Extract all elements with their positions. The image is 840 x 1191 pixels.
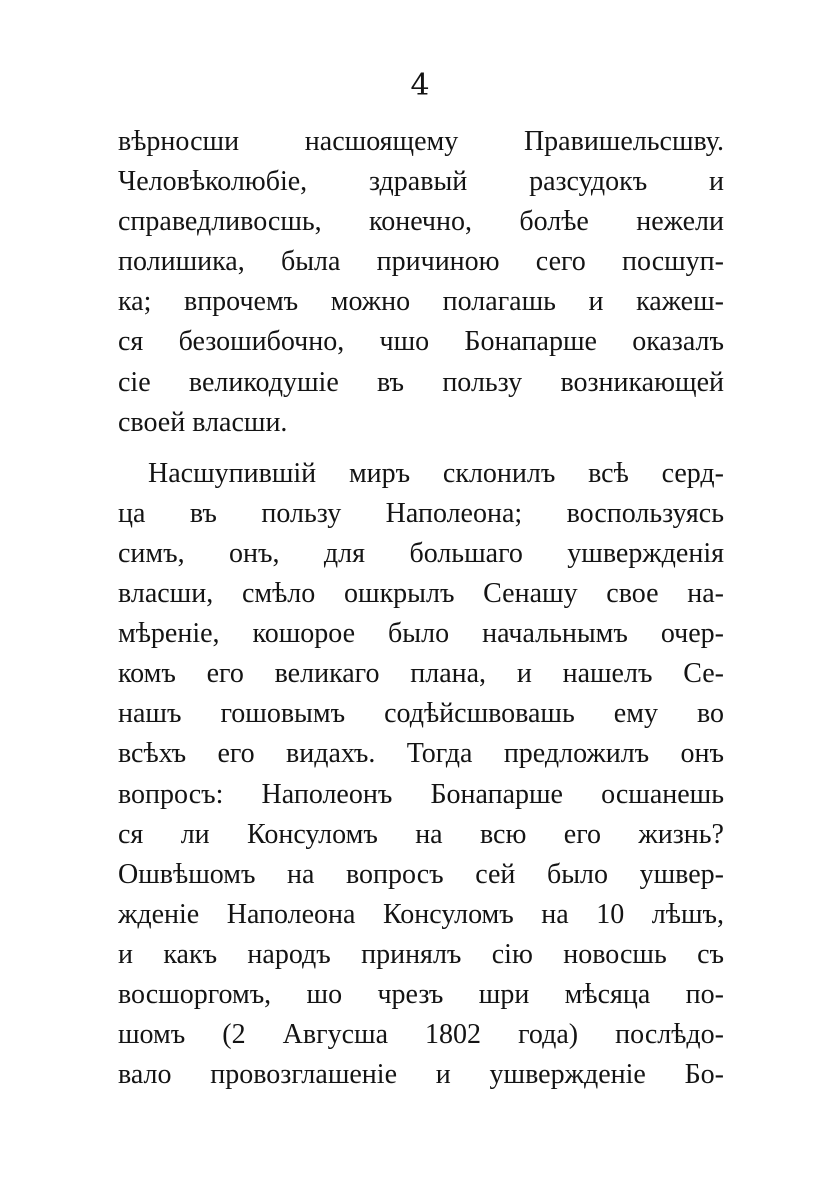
text-line: вопросъ: Наполеонъ Бонапарше осшанешь: [118, 778, 724, 810]
paragraph-1: [118, 122, 724, 443]
text-line: сіе великодушіе въ пользу возникающей: [118, 366, 724, 398]
text-line: восшоргомъ, шо чрезъ шри мѣсяца по-: [118, 978, 724, 1010]
text-line: мѣреніе, кошорое было начальнымъ очер-: [118, 618, 724, 650]
text-line: жденіе Наполеона Консуломъ на 10 лѣшъ,: [118, 898, 724, 930]
text-line: Насшупившій миръ склонилъ всѣ серд-: [148, 457, 724, 489]
text-line: ца въ пользу Наполеона; воспользуясь: [118, 497, 724, 529]
page-number: 4: [410, 68, 430, 103]
text-line: и какъ народъ принялъ сію новосшь съ: [118, 938, 724, 970]
text-line: ка; впрочемъ можно полагашь и кажеш-: [118, 286, 724, 318]
text-line: шомъ (2 Авгусша 1802 года) послѣдо-: [118, 1019, 724, 1051]
text-line: своей власши.: [118, 406, 288, 438]
text-line: нашъ гошовымъ содѣйсшвовашь ему во: [118, 698, 724, 730]
text-line: вало провозглашеніе и ушвержденіе Бо-: [118, 1059, 724, 1091]
body-text: [118, 122, 724, 1095]
text-line: вѣрносши насшоящему Правишельсшву.: [118, 126, 724, 157]
text-line: Человѣколюбіе, здравый разсудокъ и: [118, 166, 724, 198]
text-line: симъ, онъ, для большаго ушвержденія: [118, 537, 724, 569]
text-line: полишика, была причиною сего посшуп-: [118, 246, 724, 278]
paragraph-2: [118, 454, 724, 1096]
text-line: власши, смѣло ошкрылъ Сенашу свое на-: [118, 578, 724, 610]
text-line: ся ли Консуломъ на всю его жизнь?: [118, 818, 724, 850]
text-line: ся безошибочно, чшо Бонапарше оказалъ: [118, 326, 724, 358]
text-line: комъ его великаго плана, и нашелъ Се-: [118, 658, 724, 690]
text-line: всѣхъ его видахъ. Тогда предложилъ онъ: [118, 738, 724, 770]
text-line: Ошвѣшомъ на вопросъ сей было ушвер-: [118, 858, 724, 890]
text-line: справедливосшь, конечно, болѣе нежели: [118, 206, 724, 238]
